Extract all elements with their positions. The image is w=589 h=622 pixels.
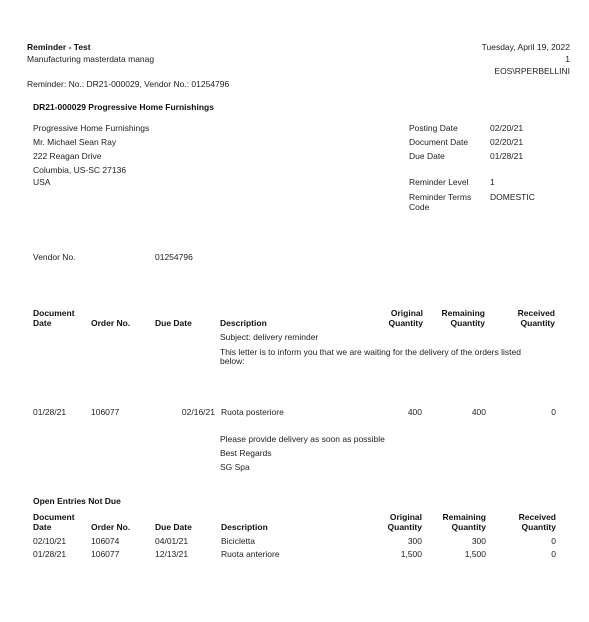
col-remaining-qty-2: Quantity bbox=[451, 522, 486, 532]
col-description: Description bbox=[220, 318, 267, 328]
col-remaining-qty: Remaining bbox=[441, 308, 485, 318]
col-order-no: Order No. bbox=[91, 522, 131, 532]
col-received-qty: Received bbox=[518, 512, 556, 522]
open-entry-remaining-qty: 1,500 bbox=[464, 549, 486, 559]
line-original-qty: 400 bbox=[407, 407, 422, 417]
col-original-qty: Original bbox=[389, 512, 422, 522]
open-entry-doc-date: 02/10/21 bbox=[33, 536, 67, 546]
col-order-no: Order No. bbox=[91, 318, 131, 328]
due-date-value: 01/28/21 bbox=[490, 151, 524, 161]
open-entry-received-qty: 0 bbox=[551, 549, 556, 559]
col-due-date: Due Date bbox=[155, 522, 192, 532]
address-line: Columbia, US-SC 27136 bbox=[33, 165, 127, 175]
closing-text: Best Regards bbox=[220, 448, 272, 458]
reminder-terms-label: Reminder Terms bbox=[409, 192, 472, 202]
col-received-qty: Received bbox=[517, 308, 555, 318]
open-entry-order-no: 106077 bbox=[91, 549, 120, 559]
col-document-date: Document bbox=[33, 308, 75, 318]
open-entry-original-qty: 1,500 bbox=[400, 549, 422, 559]
col-due-date: Due Date bbox=[155, 318, 192, 328]
closing-text: SG Spa bbox=[220, 462, 250, 472]
document-date-value: 02/20/21 bbox=[490, 137, 524, 147]
line-due-date: 02/16/21 bbox=[181, 407, 215, 417]
open-entry-due-date: 04/01/21 bbox=[155, 536, 189, 546]
user-id: EOS\RPERBELLINI bbox=[494, 66, 570, 76]
company-name: Manufacturing masterdata manag bbox=[27, 54, 155, 64]
open-entries-title: Open Entries Not Due bbox=[33, 496, 121, 506]
reminder-level-label: Reminder Level bbox=[409, 177, 469, 187]
intro-text: This letter is to inform you that we are waiting for the delivery of the orders listed bbox=[220, 347, 521, 357]
col-remaining-qty: Remaining bbox=[442, 512, 486, 522]
open-entry-original-qty: 300 bbox=[407, 536, 422, 546]
open-entry-description: Ruota anteriore bbox=[221, 549, 280, 559]
open-entry-due-date: 12/13/21 bbox=[155, 549, 189, 559]
page-number: 1 bbox=[565, 54, 570, 64]
posting-date-label: Posting Date bbox=[409, 123, 458, 133]
document-date-label: Document Date bbox=[409, 137, 469, 147]
reminder-level-value: 1 bbox=[490, 177, 495, 187]
col-document-date-2: Date bbox=[33, 522, 52, 532]
subject-line: Subject: delivery reminder bbox=[220, 332, 319, 342]
vendor-no-value: 01254796 bbox=[155, 252, 193, 262]
line-description: Ruota posteriore bbox=[221, 407, 284, 417]
col-document-date-2: Date bbox=[33, 318, 52, 328]
open-entry-remaining-qty: 300 bbox=[471, 536, 486, 546]
report-date: Tuesday, April 19, 2022 bbox=[481, 42, 570, 52]
report-title: Reminder - Test bbox=[27, 42, 91, 52]
col-received-qty-2: Quantity bbox=[521, 522, 556, 532]
address-line: Progressive Home Furnishings bbox=[33, 123, 150, 133]
line-order-no: 106077 bbox=[91, 407, 120, 417]
intro-text-2: below: bbox=[220, 356, 245, 366]
vendor-no-label: Vendor No. bbox=[33, 252, 76, 262]
posting-date-value: 02/20/21 bbox=[490, 123, 524, 133]
report-filter: Reminder: No.: DR21-000029, Vendor No.: 01254796 bbox=[27, 79, 230, 89]
due-date-label: Due Date bbox=[409, 151, 445, 161]
reminder-terms-label-code: Code bbox=[409, 202, 430, 212]
col-received-qty-2: Quantity bbox=[520, 318, 555, 328]
address-line: 222 Reagan Drive bbox=[33, 151, 102, 161]
open-entry-order-no: 106074 bbox=[91, 536, 120, 546]
col-document-date: Document bbox=[33, 512, 75, 522]
line-remaining-qty: 400 bbox=[471, 407, 486, 417]
address-line: Mr. Michael Sean Ray bbox=[33, 137, 117, 147]
open-entry-received-qty: 0 bbox=[551, 536, 556, 546]
col-original-qty-2: Quantity bbox=[388, 318, 423, 328]
address-line: USA bbox=[33, 177, 51, 187]
col-original-qty-2: Quantity bbox=[387, 522, 422, 532]
col-remaining-qty-2: Quantity bbox=[450, 318, 485, 328]
document-title: DR21-000029 Progressive Home Furnishings bbox=[33, 102, 214, 112]
line-doc-date: 01/28/21 bbox=[33, 407, 67, 417]
reminder-terms-value: DOMESTIC bbox=[490, 192, 535, 202]
closing-text: Please provide delivery as soon as possible bbox=[220, 434, 385, 444]
open-entry-doc-date: 01/28/21 bbox=[33, 549, 67, 559]
col-original-qty: Original bbox=[390, 308, 423, 318]
line-received-qty: 0 bbox=[551, 407, 556, 417]
open-entry-description: Bicicletta bbox=[221, 536, 256, 546]
col-description: Description bbox=[221, 522, 268, 532]
